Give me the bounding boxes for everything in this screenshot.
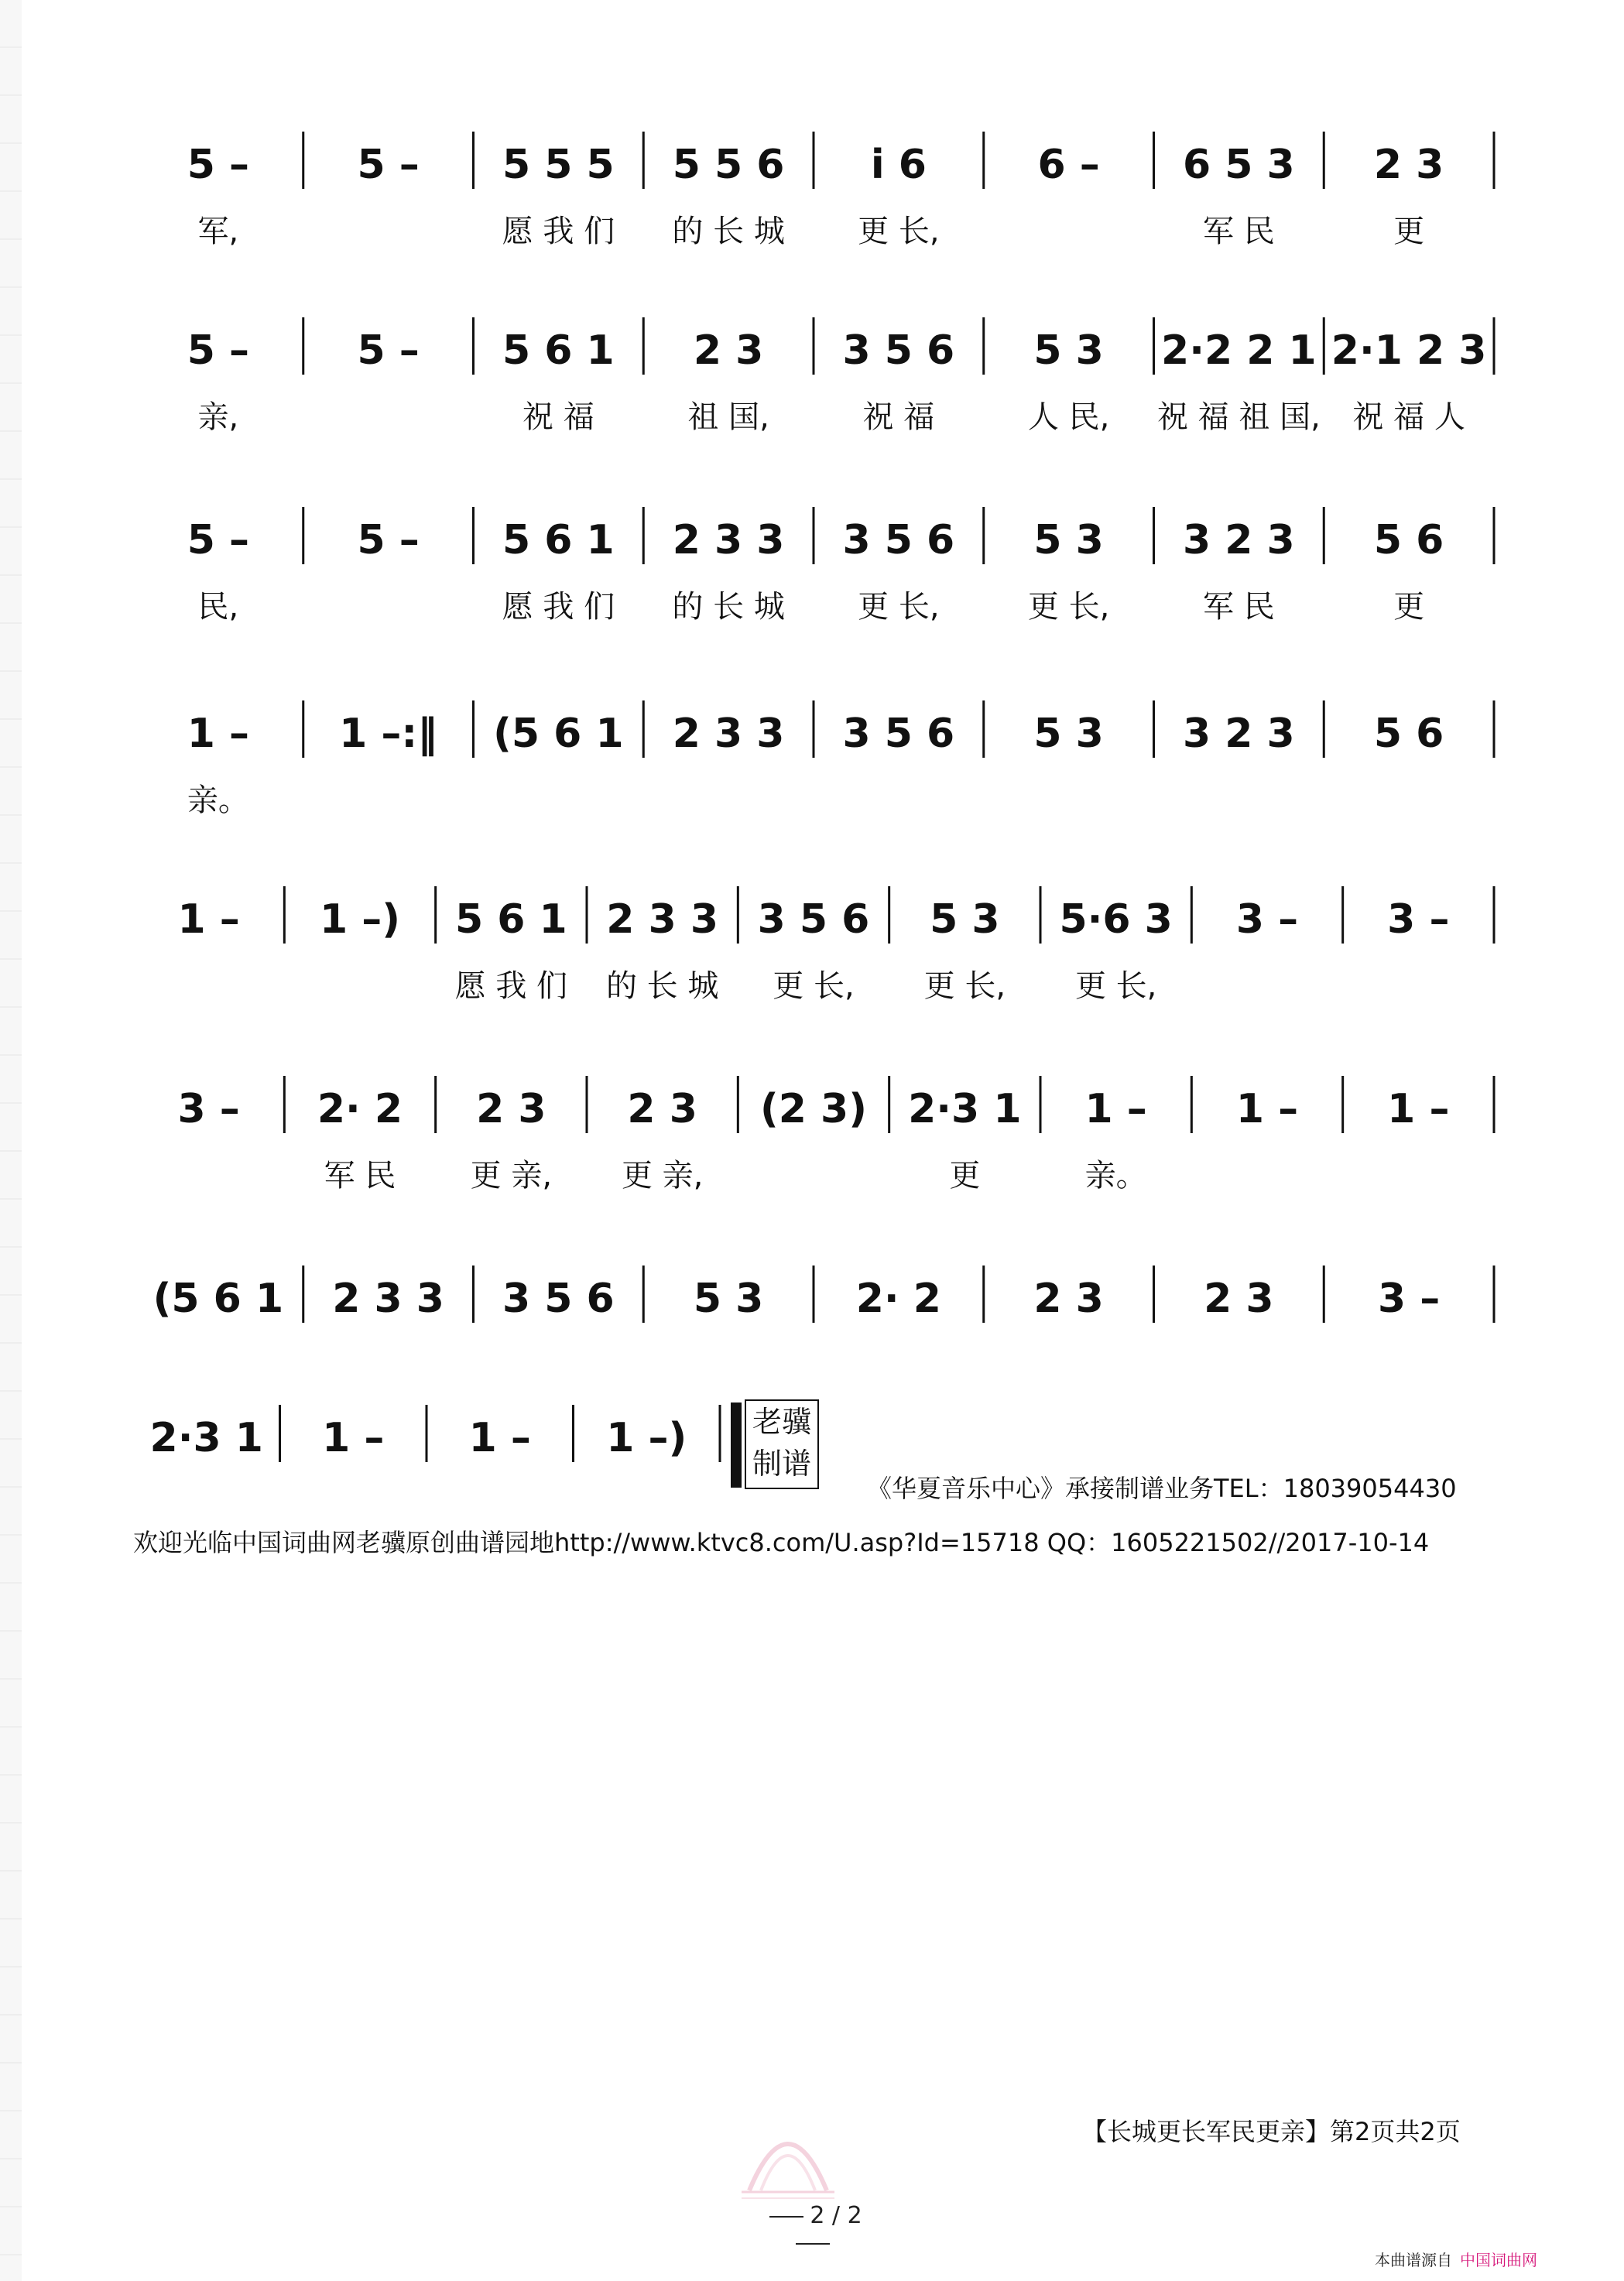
measure-notes: 3 5 6: [842, 327, 955, 374]
maker-line-1: 老骥: [752, 1405, 811, 1439]
measure-notes: 2· 2: [317, 1086, 403, 1132]
measure-notes: 5 –: [357, 327, 420, 374]
measure-notes: 2·1 2 3: [1331, 327, 1487, 374]
measure-notes: 2 3: [627, 1086, 697, 1132]
measure-notes: 1 –: [322, 1415, 385, 1461]
measure-lyrics: 的 长 城: [672, 589, 785, 625]
maker-stamp-frame: [745, 1399, 819, 1489]
measure-lyrics: 亲。: [1084, 1158, 1147, 1194]
measure-lyrics: 军 民: [1203, 589, 1275, 625]
maker-line-2: 制谱: [752, 1447, 811, 1481]
measure-notes: 3 –: [1235, 896, 1299, 943]
measure-lyrics: 人 民,: [1027, 399, 1110, 435]
measure-notes: 2·2 2 1: [1161, 327, 1317, 374]
measure-lyrics: 的 长 城: [605, 968, 719, 1004]
measure-lyrics: 更: [949, 1158, 981, 1194]
maker-stamp: [731, 1399, 821, 1491]
measure-notes: 5 6 1: [502, 517, 615, 563]
measure-notes: 3 5 6: [842, 711, 955, 757]
measure-lyrics: 祖 国,: [687, 399, 769, 435]
measure-notes: 3 2 3: [1182, 517, 1295, 563]
measure-lyrics: 更 长,: [773, 968, 855, 1004]
measure-notes: 5 5 5: [502, 142, 615, 188]
measure-notes: 3 –: [1387, 896, 1450, 943]
measure-lyrics: 军 民: [1203, 214, 1275, 249]
measure-lyrics: 更: [1393, 589, 1425, 625]
measure-lyrics: 祝 福: [522, 399, 594, 435]
measure-lyrics: 军 民: [324, 1158, 396, 1194]
measure-lyrics: 更 长,: [858, 214, 940, 249]
page-number-text: 2 / 2: [810, 2202, 862, 2229]
measure-lyrics: 愿 我 们: [502, 589, 615, 625]
measure-notes: 1 –: [1084, 1086, 1147, 1132]
source-footer: [1375, 2248, 1537, 2270]
measure-lyrics: 更 长,: [923, 968, 1006, 1004]
measure-notes: 1 –: [1387, 1086, 1450, 1132]
measure-notes: (5 6 1: [152, 1276, 284, 1322]
measure-lyrics: 愿 我 们: [454, 968, 568, 1004]
measure-notes: 5 3: [1033, 327, 1104, 374]
measure-lyrics: 更 亲,: [470, 1158, 553, 1194]
measure-notes: 1 –:‖: [339, 711, 438, 757]
measure-lyrics: 更 长,: [1074, 968, 1157, 1004]
measure-notes: 5 5 6: [672, 142, 785, 188]
measure-notes: 5 –: [357, 517, 420, 563]
measure-lyrics: 更: [1393, 214, 1425, 249]
measure-lyrics: 更 长,: [858, 589, 940, 625]
measure-notes: 1 –): [606, 1415, 687, 1461]
measure-notes: 1 –): [319, 896, 401, 943]
measure-notes: 2 3: [476, 1086, 546, 1132]
measure-notes: i 6: [870, 142, 927, 188]
measure-notes: 5 6 1: [502, 327, 615, 374]
measure-lyrics: 亲,: [197, 399, 239, 435]
final-barline: [731, 1403, 742, 1488]
measure-notes: 3 5 6: [842, 517, 955, 563]
measure-lyrics: 更 亲,: [621, 1158, 704, 1194]
measure-notes: 6 –: [1037, 142, 1100, 188]
measure-notes: 3 5 6: [757, 896, 870, 943]
measure-notes: 5 6: [1373, 711, 1444, 757]
measure-lyrics: 愿 我 们: [502, 214, 615, 249]
measure-notes: 5 –: [187, 142, 250, 188]
measure-notes: 2·3 1: [149, 1415, 263, 1461]
measure-notes: 2·3 1: [908, 1086, 1022, 1132]
measure-lyrics: 民,: [197, 589, 239, 625]
measure-lyrics: 更 长,: [1027, 589, 1110, 625]
measure-notes: 5 6: [1373, 517, 1444, 563]
site-watermark-logo: [734, 2105, 842, 2206]
measure-lyrics: 祝 福 人: [1352, 399, 1465, 435]
measure-notes: (2 3): [760, 1086, 867, 1132]
measure-notes: 5 3: [1033, 517, 1104, 563]
welcome-link-text: 欢迎光临中国词曲网老骥原创曲谱园地http://www.ktvc8.com/U.asp?Id=15718 QQ：1605221502//2017-10-14: [133, 1528, 1430, 1557]
measure-lyrics: 祝 福: [862, 399, 935, 435]
measure-notes: 2· 2: [855, 1276, 941, 1322]
measure-notes: 5 –: [357, 142, 420, 188]
measure-notes: 3 –: [1377, 1276, 1441, 1322]
measure-notes: 2 3: [1373, 142, 1444, 188]
song-page-label: 【长城更长军民更亲】第2页共2页: [1082, 2117, 1461, 2146]
measure-notes: 5 6 1: [454, 896, 567, 943]
measure-notes: 5 3: [930, 896, 1000, 943]
measure-notes: 2 3: [693, 327, 764, 374]
measure-lyrics: 军,: [197, 214, 239, 249]
measure-notes: 1 –: [177, 896, 240, 943]
measure-notes: 5 3: [693, 1276, 764, 1322]
measure-notes: 3 2 3: [1182, 711, 1295, 757]
measure-notes: 3 5 6: [502, 1276, 615, 1322]
measure-notes: (5 6 1: [493, 711, 624, 757]
measure-notes: 1 –: [1235, 1086, 1299, 1132]
measure-notes: 2 3: [1204, 1276, 1274, 1322]
measure-notes: 5 –: [187, 327, 250, 374]
measure-notes: 5 –: [187, 517, 250, 563]
measure-notes: 5 3: [1033, 711, 1104, 757]
measure-notes: 6 5 3: [1182, 142, 1295, 188]
service-contact-text: 《华夏音乐中心》承接制谱业务TEL：18039054430: [867, 1474, 1457, 1503]
measure-notes: 2 3 3: [332, 1276, 445, 1322]
measure-notes: 2 3 3: [672, 711, 785, 757]
measure-notes: 1 –: [187, 711, 250, 757]
measure-notes: 2 3 3: [672, 517, 785, 563]
measure-notes: 1 –: [468, 1415, 531, 1461]
measure-lyrics: 祝 福 祖 国,: [1156, 399, 1321, 435]
source-label: 本曲谱源自: [1375, 2251, 1452, 2269]
measure-notes: 2 3: [1033, 1276, 1104, 1322]
measure-notes: 3 –: [177, 1086, 240, 1132]
measure-lyrics: 亲。: [187, 783, 249, 818]
page-number: [743, 2202, 882, 2256]
measure-notes: 2 3 3: [606, 896, 719, 943]
measure-lyrics: 的 长 城: [672, 214, 785, 249]
source-site: 中国词曲网: [1460, 2251, 1537, 2269]
measure-notes: 5·6 3: [1059, 896, 1173, 943]
